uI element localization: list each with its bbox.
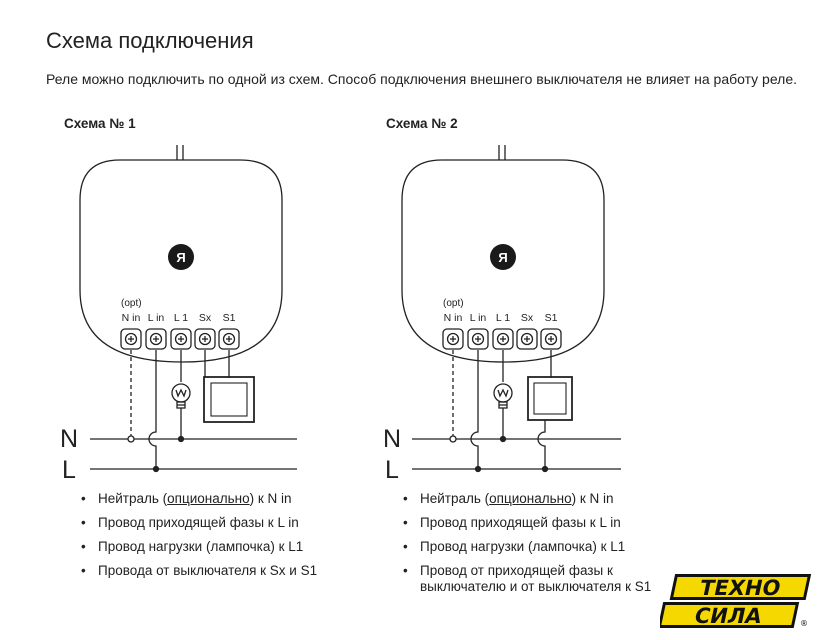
list-item: • Провод приходящей фазы к L in xyxy=(78,515,338,531)
list-item: • Провод нагрузки (лампочка) к L1 xyxy=(78,539,338,555)
terminal-screw-sx xyxy=(195,329,215,349)
tekhnosila-logo xyxy=(660,570,816,632)
terminal-screw-n-in xyxy=(443,329,463,349)
intro-text: Реле можно подключить по одной из схем. Способ подключения внешнего выключателя не влияет на работу реле. xyxy=(46,71,798,87)
item-text: Нейтраль ( xyxy=(98,491,168,506)
wall-switch-icon xyxy=(204,377,254,422)
terminal-label-sx: Sx xyxy=(198,312,212,324)
list-item: • Провод приходящей фазы к L in xyxy=(400,515,660,531)
opt-label: (opt) xyxy=(443,298,464,309)
lamp-icon xyxy=(494,384,512,408)
terminal-label-sx: Sx xyxy=(520,312,534,324)
terminal-block xyxy=(443,329,561,349)
terminal-label-s1: S1 xyxy=(222,312,236,324)
terminal-screw-sx xyxy=(517,329,537,349)
terminal-label-n-in: N in xyxy=(443,312,463,324)
item-text: Нейтраль ( xyxy=(420,491,490,506)
opt-label: (opt) xyxy=(121,298,142,309)
phase-wire-l-in xyxy=(149,350,156,469)
phase-wire-l-in xyxy=(471,350,478,469)
list-item: • Провод от приходящей фазы к выключателю и от выключателя к S1 xyxy=(400,563,660,595)
switch-phase-wire xyxy=(538,420,545,469)
junction-node xyxy=(501,437,506,442)
scheme-2-diagram xyxy=(402,145,621,472)
terminal-block xyxy=(121,329,239,349)
scheme-1-diagram xyxy=(80,145,297,472)
junction-node xyxy=(450,436,456,442)
optional-link[interactable]: опционально xyxy=(167,491,250,506)
junction-node xyxy=(128,436,134,442)
terminal-screw-s1 xyxy=(219,329,239,349)
terminal-screw-n-in xyxy=(121,329,141,349)
scheme-2-instructions xyxy=(400,491,660,603)
junction-node xyxy=(476,467,481,472)
device-logo-letter: Я xyxy=(176,250,186,265)
page-title: Схема подключения xyxy=(46,28,254,53)
scheme-1-instructions xyxy=(78,491,338,587)
terminal-label-l1: L 1 xyxy=(495,312,511,324)
registered-mark: ® xyxy=(800,619,808,628)
list-item: • Провод нагрузки (лампочка) к L1 xyxy=(400,539,660,555)
terminal-screw-l-in xyxy=(146,329,166,349)
logo-line-1: ТЕХНО xyxy=(697,576,783,601)
terminal-label-l-in: L in xyxy=(147,312,165,324)
junction-node xyxy=(179,437,184,442)
list-item: • Провода от выключателя к Sx и S1 xyxy=(78,563,338,579)
phase-label: L xyxy=(62,456,76,484)
item-text: ) к N in xyxy=(249,491,292,506)
terminal-label-s1: S1 xyxy=(544,312,558,324)
lamp-icon xyxy=(172,384,190,408)
optional-link[interactable]: опционально xyxy=(489,491,572,506)
list-item xyxy=(400,491,660,507)
list-item xyxy=(78,491,338,507)
neutral-label: N xyxy=(383,425,402,453)
scheme-1-title: Схема № 1 xyxy=(64,116,136,131)
terminal-label-n-in: N in xyxy=(121,312,141,324)
wall-switch-icon xyxy=(528,377,572,420)
device-logo-letter: Я xyxy=(498,250,508,265)
item-text: ) к N in xyxy=(571,491,614,506)
phase-label: L xyxy=(385,456,399,484)
terminal-label-l-in: L in xyxy=(469,312,487,324)
logo-line-2: СИЛА xyxy=(692,604,765,629)
terminal-screw-s1 xyxy=(541,329,561,349)
terminal-screw-l1 xyxy=(171,329,191,349)
terminal-label-l1: L 1 xyxy=(173,312,189,324)
junction-node xyxy=(543,467,548,472)
terminal-screw-l1 xyxy=(493,329,513,349)
terminal-screw-l-in xyxy=(468,329,488,349)
scheme-2-title: Схема № 2 xyxy=(386,116,458,131)
neutral-label: N xyxy=(60,425,79,453)
junction-node xyxy=(154,467,159,472)
